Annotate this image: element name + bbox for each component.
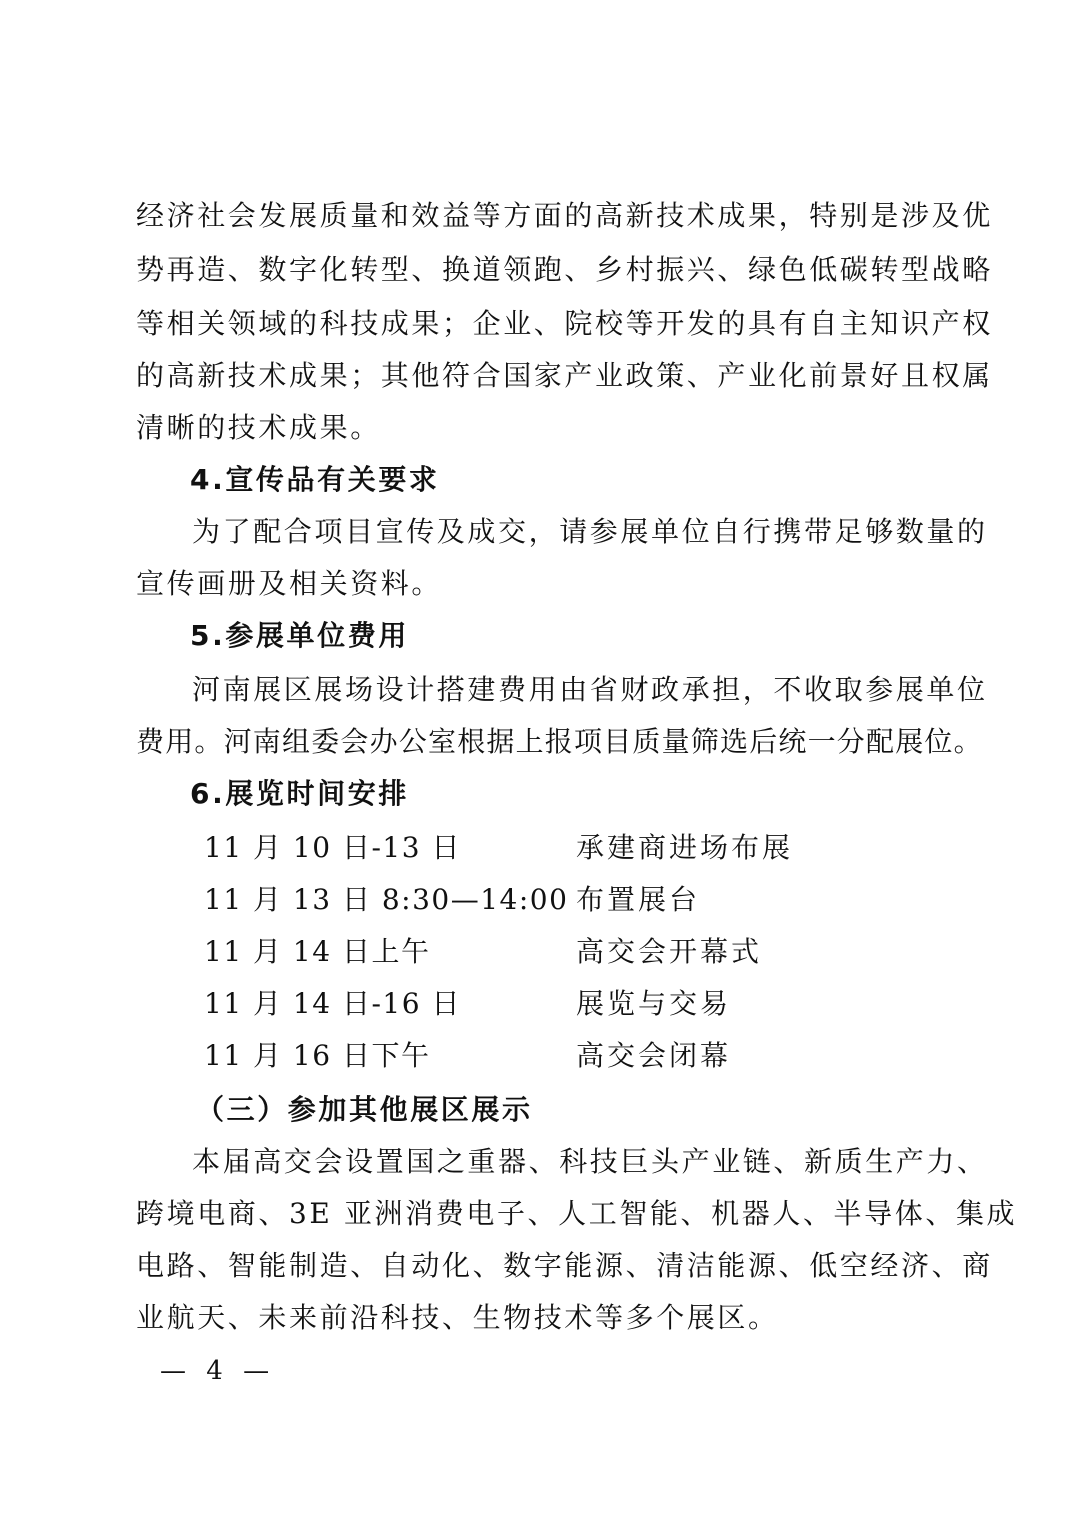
schedule-row <box>204 926 946 978</box>
schedule-row <box>204 978 946 1030</box>
schedule-event: 高交会开幕式 <box>576 935 763 968</box>
paragraph-line: 势再造、数字化转型、换道领跑、乡村振兴、绿色低碳转型战略 <box>136 253 993 286</box>
paragraph-line: 跨境电商、3E 亚洲消费电子、人工智能、机器人、半导体、集成 <box>136 1197 1018 1230</box>
page-number: — 4 — <box>160 1356 276 1386</box>
schedule-row <box>204 822 946 874</box>
paragraph-line: 为了配合项目宣传及成交，请参展单位自行携带足够数量的 <box>192 515 988 548</box>
schedule-event: 承建商进场布展 <box>576 831 794 864</box>
paragraph-line: 宣传画册及相关资料。 <box>136 567 443 600</box>
paragraph-line: 电路、智能制造、自动化、数字能源、清洁能源、低空经济、商 <box>136 1249 993 1282</box>
schedule-event: 布置展台 <box>576 883 701 916</box>
schedule-date: 11 月 16 日下午 <box>204 1039 431 1072</box>
schedule-row <box>204 1030 946 1082</box>
paragraph-line: 河南展区展场设计搭建费用由省财政承担，不收取参展单位 <box>192 673 988 706</box>
schedule-event: 展览与交易 <box>576 987 732 1020</box>
paragraph-line: 经济社会发展质量和效益等方面的高新技术成果，特别是涉及优 <box>136 199 993 232</box>
paragraph-line: 的高新技术成果；其他符合国家产业政策、产业化前景好且权属 <box>136 359 993 392</box>
schedule-date: 11 月 13 日 8:30—14:00 <box>204 883 569 916</box>
schedule-row <box>204 874 946 926</box>
section-heading: 6.展览时间安排 <box>190 777 409 810</box>
paragraph-line: 费用。河南组委会办公室根据上报项目质量筛选后统一分配展位。 <box>136 725 983 758</box>
section-heading: 4.宣传品有关要求 <box>190 463 440 496</box>
paragraph-line: 业航天、未来前沿科技、生物技术等多个展区。 <box>136 1301 779 1334</box>
schedule-date: 11 月 14 日上午 <box>204 935 431 968</box>
section-heading: （三）参加其他展区展示 <box>196 1093 533 1126</box>
schedule-date: 11 月 10 日-13 日 <box>204 831 461 864</box>
schedule-event: 高交会闭幕 <box>576 1039 732 1072</box>
schedule-date: 11 月 14 日-16 日 <box>204 987 461 1020</box>
paragraph-line: 等相关领域的科技成果；企业、院校等开发的具有自主知识产权 <box>136 307 993 340</box>
paragraph-line: 清晰的技术成果。 <box>136 411 381 444</box>
paragraph-line: 本届高交会设置国之重器、科技巨头产业链、新质生产力、 <box>192 1145 988 1178</box>
section-heading: 5.参展单位费用 <box>190 619 409 652</box>
